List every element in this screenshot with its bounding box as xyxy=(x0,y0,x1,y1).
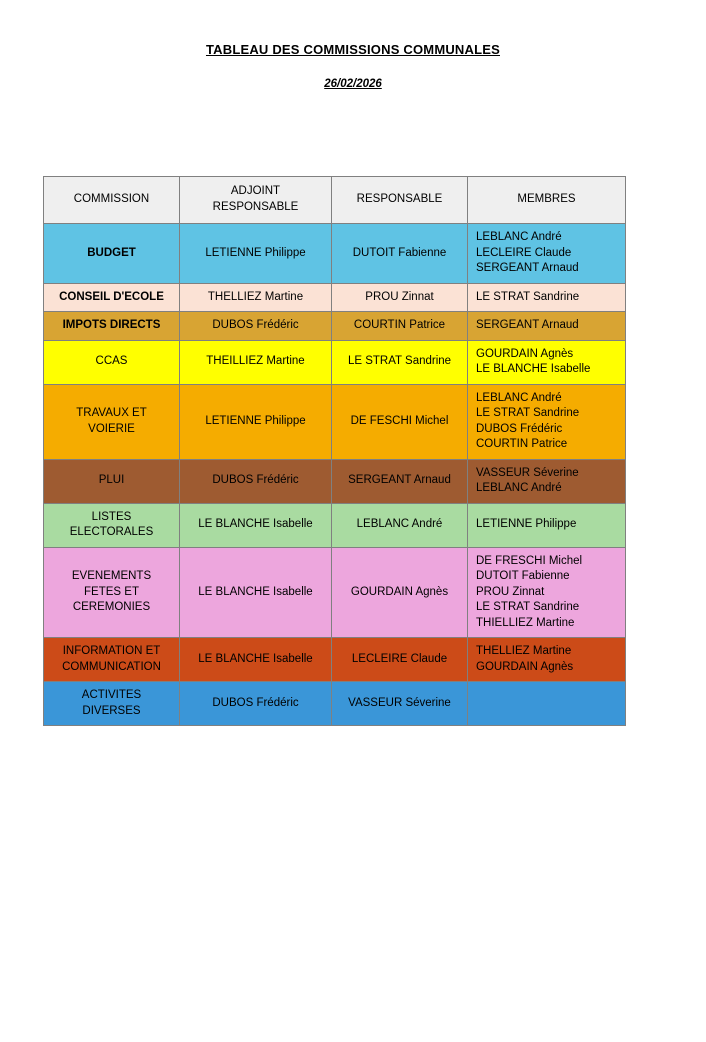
cell-commission: TRAVAUX ET VOIERIE xyxy=(44,384,180,459)
commissions-table xyxy=(43,176,626,726)
table-row xyxy=(44,224,626,284)
cell-membres: SERGEANT Arnaud xyxy=(468,312,626,341)
table-row xyxy=(44,384,626,459)
table-row xyxy=(44,503,626,547)
header-adjoint-responsable xyxy=(180,177,332,224)
cell-adjoint: THEILLIEZ Martine xyxy=(180,340,332,384)
table-header-row xyxy=(44,177,626,224)
cell-membres: LE STRAT Sandrine xyxy=(468,283,626,312)
cell-commission: ACTIVITES DIVERSES xyxy=(44,682,180,726)
cell-adjoint: DUBOS Frédéric xyxy=(180,459,332,503)
cell-responsable: LECLEIRE Claude xyxy=(332,638,468,682)
header-adjoint-line2: RESPONSABLE xyxy=(212,201,299,213)
table-row xyxy=(44,638,626,682)
cell-responsable: DUTOIT Fabienne xyxy=(332,224,468,284)
header-responsable: RESPONSABLE xyxy=(332,177,468,224)
cell-responsable: LE STRAT Sandrine xyxy=(332,340,468,384)
cell-responsable: SERGEANT Arnaud xyxy=(332,459,468,503)
cell-commission: PLUI xyxy=(44,459,180,503)
table-row xyxy=(44,340,626,384)
cell-membres xyxy=(468,682,626,726)
table-row xyxy=(44,547,626,638)
cell-commission: LISTES ELECTORALES xyxy=(44,503,180,547)
document-date: 26/02/2026 xyxy=(324,78,382,90)
cell-membres: LEBLANC André LECLEIRE Claude SERGEANT Arnaud xyxy=(468,224,626,284)
table-row xyxy=(44,283,626,312)
cell-commission: IMPOTS DIRECTS xyxy=(44,312,180,341)
table-row xyxy=(44,459,626,503)
cell-responsable: DE FESCHI Michel xyxy=(332,384,468,459)
cell-commission: EVENEMENTS FETES ET CEREMONIES xyxy=(44,547,180,638)
cell-membres: THELLIEZ Martine GOURDAIN Agnès xyxy=(468,638,626,682)
cell-membres: LEBLANC André LE STRAT Sandrine DUBOS Frédéric COURTIN Patrice xyxy=(468,384,626,459)
page-title: TABLEAU DES COMMISSIONS COMMUNALES xyxy=(205,42,500,57)
cell-responsable: COURTIN Patrice xyxy=(332,312,468,341)
header-adjoint-line1: ADJOINT xyxy=(230,185,281,198)
cell-adjoint: LE BLANCHE Isabelle xyxy=(180,503,332,547)
cell-membres: GOURDAIN Agnès LE BLANCHE Isabelle xyxy=(468,340,626,384)
cell-responsable: GOURDAIN Agnès xyxy=(332,547,468,638)
cell-commission: CCAS xyxy=(44,340,180,384)
cell-membres: DE FRESCHI Michel DUTOIT Fabienne PROU Zinnat LE STRAT Sandrine THIELLIEZ Martine xyxy=(468,547,626,638)
table-row xyxy=(44,312,626,341)
table-body xyxy=(44,177,626,726)
cell-responsable: LEBLANC André xyxy=(332,503,468,547)
cell-responsable: VASSEUR Séverine xyxy=(332,682,468,726)
header-membres: MEMBRES xyxy=(468,177,626,224)
cell-adjoint: LE BLANCHE Isabelle xyxy=(180,638,332,682)
cell-commission: BUDGET xyxy=(44,224,180,284)
cell-responsable: PROU Zinnat xyxy=(332,283,468,312)
cell-adjoint: LE BLANCHE Isabelle xyxy=(180,547,332,638)
header-commission: COMMISSION xyxy=(44,177,180,224)
cell-adjoint: LETIENNE Philippe xyxy=(180,384,332,459)
table-row xyxy=(44,682,626,726)
cell-membres: LETIENNE Philippe xyxy=(468,503,626,547)
cell-adjoint: DUBOS Frédéric xyxy=(180,312,332,341)
cell-adjoint: LETIENNE Philippe xyxy=(180,224,332,284)
commissions-table-wrapper xyxy=(43,176,625,726)
cell-commission: INFORMATION ET COMMUNICATION xyxy=(44,638,180,682)
cell-commission: CONSEIL D'ECOLE xyxy=(44,283,180,312)
cell-membres: VASSEUR Séverine LEBLANC André xyxy=(468,459,626,503)
cell-adjoint: DUBOS Frédéric xyxy=(180,682,332,726)
cell-adjoint: THELLIEZ Martine xyxy=(180,283,332,312)
document-page xyxy=(0,42,706,1042)
